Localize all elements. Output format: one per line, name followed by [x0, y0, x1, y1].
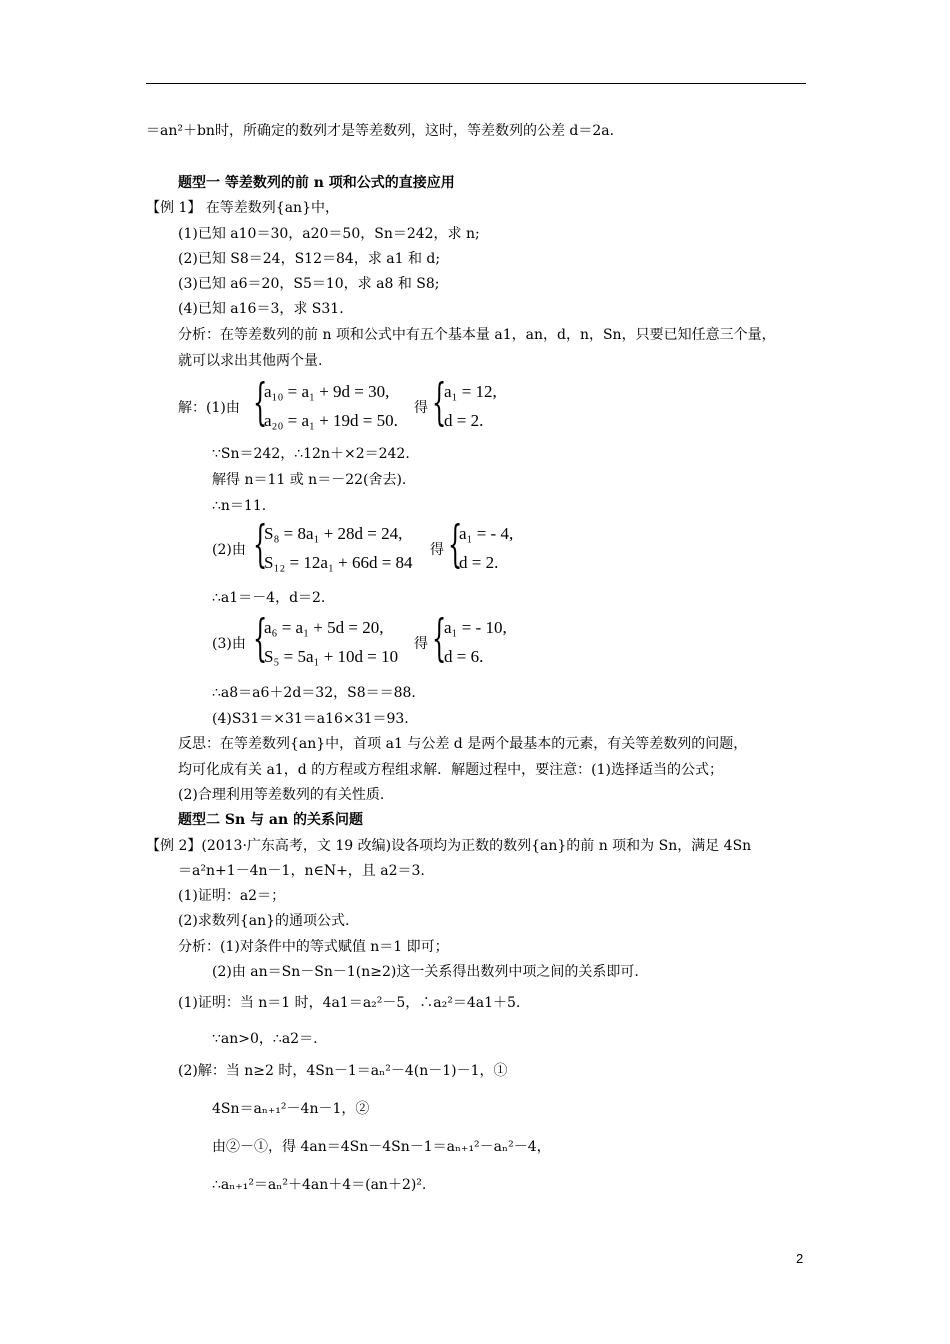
text-line: ∴aₙ₊₁²＝aₙ²＋4an＋4＝(an＋2)². [212, 1177, 427, 1193]
equation: S₈ = 8a₁ + 28d = 24, [264, 524, 403, 543]
page-number: 2 [796, 1251, 804, 1266]
result: d = 2. [459, 553, 499, 572]
text-line: 由②－①，得 4an＝4Sn－4Sn－1＝aₙ₊₁²－aₙ²－4， [212, 1139, 551, 1155]
solution-line: (2)解：当 n≥2 时，4Sn－1＝aₙ²－4(n－1)－1，① [178, 1063, 508, 1079]
equation: S₅ = 5a₁ + 10d = 10 [264, 647, 399, 666]
text-line: (1)证明：a2＝； [178, 888, 286, 904]
analysis-2-line-2: (2)由 an＝Sn－Sn－1(n≥2)这一关系得出数列中项之间的关系即可. [212, 964, 639, 980]
text-line: (4)S31＝×31＝a16×31＝93. [212, 711, 409, 727]
de-label: 得 [414, 636, 428, 652]
section-heading-1: 题型一 等差数列的前 n 项和公式的直接应用 [178, 175, 455, 191]
example-1-title: 【例 1】 在等差数列{an}中， [146, 200, 339, 216]
result: a₁ = - 10, [444, 618, 507, 637]
result: a₁ = - 4, [459, 524, 514, 543]
question-2: (2)已知 S8＝24，S12＝84，求 a1 和 d; [178, 251, 441, 267]
text-line: ∵an>0，∴a2＝. [212, 1031, 318, 1047]
equation: a₁₀ = a₁ + 9d = 30, [264, 382, 390, 401]
left-brace-icon: { [432, 609, 447, 667]
result: a₁ = 12, [444, 382, 497, 401]
text-line: (2)求数列{an}的通项公式. [178, 913, 350, 929]
de-label: 得 [430, 542, 444, 558]
left-brace-icon: { [448, 515, 463, 573]
result: d = 6. [444, 647, 484, 666]
text-line: ∴a1＝－4，d＝2. [212, 590, 326, 606]
text-line: 4Sn＝aₙ₊₁²－4n－1，② [212, 1101, 370, 1117]
solution-1-label: 解：(1)由 [178, 400, 240, 416]
left-brace-icon: { [253, 373, 268, 431]
header-rule [146, 83, 806, 84]
reflection-line-2: 均可化成有关 a1，d 的方程或方程组求解．解题过程中，要注意：(1)选择适当的公式； [178, 762, 723, 778]
example-2-title: 【例 2】(2013·广东高考，文 19 改编)设各项均为正数的数列{an}的前 n 项和为 Sn，满足 4Sn [146, 838, 752, 854]
proof-line: (1)证明：当 n＝1 时，4a1＝a₂²－5，∴a₂²＝4a1＋5. [178, 995, 521, 1011]
question-3: (3)已知 a6＝20，S5＝10，求 a8 和 S8; [178, 276, 440, 292]
de-label: 得 [414, 400, 428, 416]
equation: a₂₀ = a₁ + 19d = 50. [264, 411, 398, 430]
text-line: ∵Sn＝242，∴12n＋×2＝242. [212, 446, 410, 462]
text-line: ＝an²＋bn时，所确定的数列才是等差数列，这时，等差数列的公差 d＝2a. [146, 123, 615, 139]
solution-2-label: (2)由 [212, 542, 246, 558]
equation: S₁₂ = 12a₁ + 66d = 84 [264, 553, 413, 572]
solution-3-label: (3)由 [212, 636, 246, 652]
left-brace-icon: { [432, 373, 447, 431]
section-heading-2: 题型二 Sn 与 an 的关系问题 [178, 812, 364, 828]
equation: a₆ = a₁ + 5d = 20, [264, 618, 384, 637]
text-line: ∴a8＝a6＋2d＝32，S8＝＝88. [212, 685, 416, 701]
left-brace-icon: { [253, 609, 268, 667]
analysis-2-line-1: 分析：(1)对条件中的等式赋值 n＝1 即可； [178, 939, 449, 955]
question-1: (1)已知 a10＝30，a20＝50，Sn＝242，求 n; [178, 226, 480, 242]
left-brace-icon: { [253, 515, 268, 573]
text-line: ∴n＝11. [212, 498, 267, 514]
question-4: (4)已知 a16＝3，求 S31. [178, 301, 344, 317]
reflection-line-1: 反思：在等差数列{an}中，首项 a1 与公差 d 是两个最基本的元素，有关等差数列的问题， [178, 736, 748, 752]
analysis-line-2: 就可以求出其他两个量. [178, 353, 323, 369]
text-line: ＝a²n+1－4n－1，n∈N+，且 a2＝3. [178, 863, 425, 879]
analysis-line-1: 分析：在等差数列的前 n 项和公式中有五个基本量 a1，an，d，n，Sn，只要已知任意三个量， [178, 327, 776, 343]
reflection-line-3: (2)合理利用等差数列的有关性质. [178, 787, 385, 803]
text-line: 解得 n＝11 或 n＝－22(舍去). [212, 472, 407, 488]
result: d = 2. [444, 411, 484, 430]
